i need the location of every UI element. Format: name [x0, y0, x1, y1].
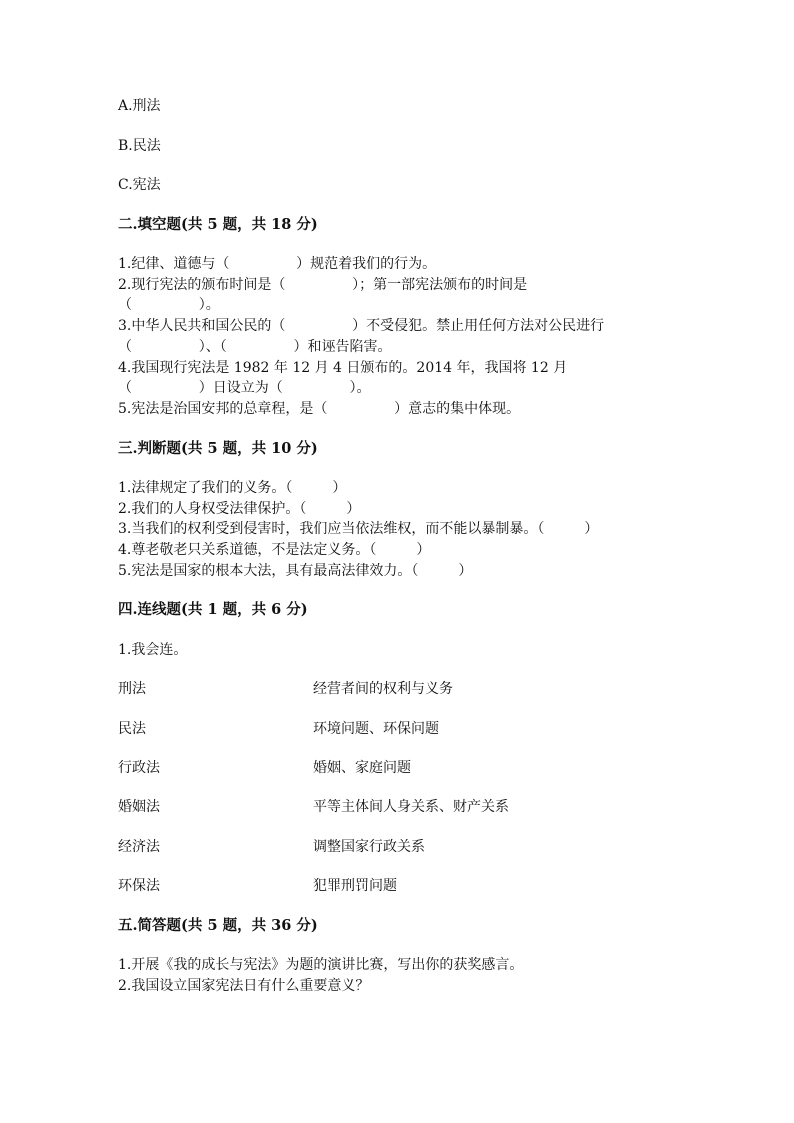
option-a: A.刑法: [118, 98, 161, 114]
fill-blank-line: 2.现行宪法的颁布时间是（ ）；第一部宪法颁布的时间是: [118, 277, 528, 293]
true-false-line: 3.当我们的权利受到侵害时，我们应当依法维权，而不能以暴制暴。（ ）: [118, 521, 599, 537]
matching-question: 1.我会连。: [118, 642, 188, 658]
section-true-false-heading: 三.判断题(共 5 题，共 10 分): [118, 440, 318, 457]
section-fill-blank-heading: 二.填空题(共 5 题，共 18 分): [118, 216, 318, 233]
matching-left-item: 行政法: [118, 760, 160, 776]
matching-right-item: 婚姻、家庭问题: [313, 760, 411, 776]
section-short-answer-heading: 五.简答题(共 5 题，共 36 分): [118, 917, 318, 934]
matching-left-item: 环保法: [118, 878, 160, 894]
option-b: B.民法: [118, 138, 161, 154]
short-answer-line: 2.我国设立国家宪法日有什么重要意义？: [118, 978, 370, 994]
fill-blank-line: 3.中华人民共和国公民的（ ）不受侵犯。禁止用任何方法对公民进行: [118, 318, 605, 334]
fill-blank-line: （ ）、（ ）和诬告陷害。: [118, 339, 392, 355]
fill-blank-line: 1.纪律、道德与（ ）规范着我们的行为。: [118, 256, 437, 272]
matching-right-item: 经营者间的权利与义务: [313, 681, 453, 697]
section-matching-heading: 四.连线题(共 1 题，共 6 分): [118, 601, 308, 618]
fill-blank-line: 4.我国现行宪法是 1982 年 12 月 4 日颁布的。2014 年，我国将 12 月: [118, 360, 568, 376]
matching-left-item: 刑法: [118, 681, 146, 697]
matching-right-item: 调整国家行政关系: [313, 839, 425, 855]
true-false-line: 1.法律规定了我们的义务。（ ）: [118, 480, 347, 496]
matching-left-item: 婚姻法: [118, 799, 160, 815]
true-false-line: 2.我们的人身权受法律保护。（ ）: [118, 501, 361, 517]
fill-blank-line: （ ）。: [118, 297, 220, 313]
short-answer-line: 1.开展《我的成长与宪法》为题的演讲比赛，写出你的获奖感言。: [118, 957, 524, 973]
true-false-line: 5.宪法是国家的根本大法，具有最高法律效力。（ ）: [118, 563, 473, 579]
fill-blank-line: 5.宪法是治国安邦的总章程，是（ ）意志的集中体现。: [118, 401, 521, 417]
matching-left-item: 民法: [118, 721, 146, 737]
matching-right-item: 犯罪刑罚问题: [313, 878, 397, 894]
matching-right-item: 平等主体间人身关系、财产关系: [313, 799, 509, 815]
matching-right-item: 环境问题、环保问题: [313, 721, 439, 737]
matching-left-item: 经济法: [118, 839, 160, 855]
option-c: C.宪法: [118, 177, 161, 193]
true-false-line: 4.尊老敬老只关系道德，不是法定义务。（ ）: [118, 542, 431, 558]
fill-blank-line: （ ）日设立为（ ）。: [118, 380, 371, 396]
